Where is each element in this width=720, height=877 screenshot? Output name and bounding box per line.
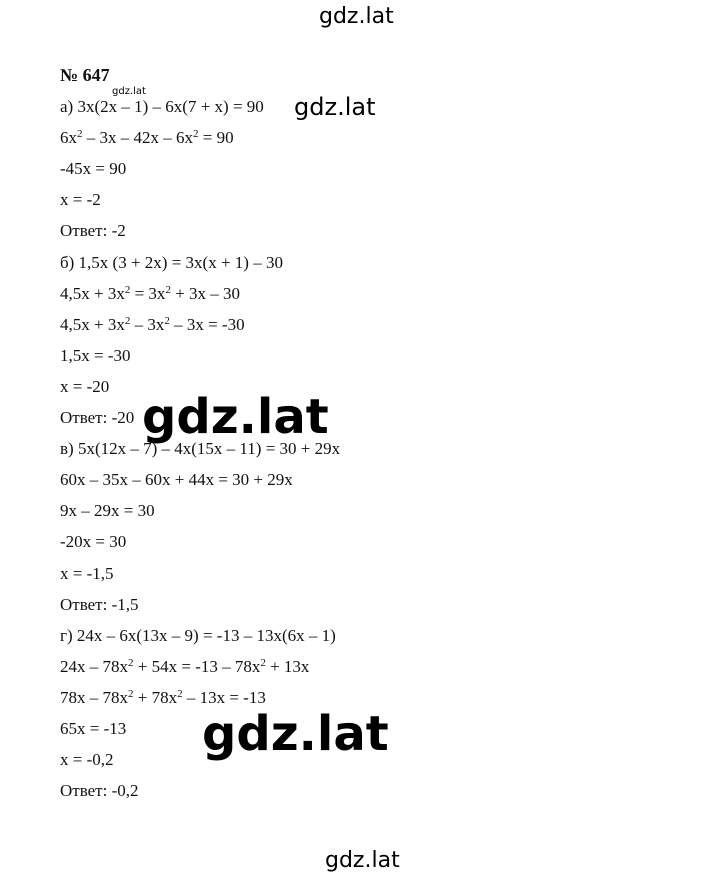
equation-text: 60x – 35x – 60x + 44x = 30 + 29x xyxy=(60,470,293,490)
equation-text: x = -2 xyxy=(60,190,101,210)
equation-text: – 13x = -13 xyxy=(182,687,266,707)
exponent: 2 xyxy=(77,128,83,141)
solution-line xyxy=(60,378,109,395)
equation-text: 4,5x + 3x xyxy=(60,283,125,303)
equation-text: Ответ: -0,2 xyxy=(60,781,139,801)
watermark-big-lower: gdz.lat xyxy=(202,706,389,762)
watermark-big-middle: gdz.lat xyxy=(142,389,329,445)
exponent: 2 xyxy=(260,656,266,669)
solution-line xyxy=(60,160,126,177)
solution-line xyxy=(60,689,266,706)
equation-text: -20x = 30 xyxy=(60,532,127,552)
equation-text: 65x = -13 xyxy=(60,719,127,738)
equation-text: 24x – 78x xyxy=(60,656,128,676)
equation-text: г) 24x – 6x(13x – 9) = -13 – 13x(6x – 1) xyxy=(60,625,336,645)
solution-line xyxy=(60,316,245,333)
equation-text: Ответ: -1,5 xyxy=(60,594,139,614)
solution-line xyxy=(60,222,126,239)
exponent: 2 xyxy=(124,314,131,327)
equation-text: x = -0,2 xyxy=(60,750,114,770)
solution-line xyxy=(60,254,283,271)
watermark-top: gdz.lat xyxy=(319,4,394,29)
equation-text: x = -1,5 xyxy=(60,563,114,583)
solution-line xyxy=(60,782,139,799)
solution-line xyxy=(60,98,264,115)
exponent: 2 xyxy=(165,283,171,296)
equation-text: 9x – 29x = 30 xyxy=(60,501,155,521)
solution-line xyxy=(60,471,293,488)
solution-line xyxy=(60,658,309,675)
equation-text: Ответ: -20 xyxy=(60,408,135,427)
solution-line xyxy=(60,347,131,364)
equation-text: 78x – 78x xyxy=(60,687,128,707)
watermark-tiny: gdz.lat xyxy=(112,86,146,97)
exponent: 2 xyxy=(128,687,134,700)
equation-text: – 3x – 42x – 6x xyxy=(82,128,193,148)
equation-text: Ответ: -2 xyxy=(60,221,126,241)
exponent: 2 xyxy=(124,283,131,296)
equation-text: -45x = 90 xyxy=(60,159,127,179)
solution-line xyxy=(60,129,234,146)
equation-text: = 3x xyxy=(130,283,166,303)
equation-text: + 13x xyxy=(265,656,310,676)
solution-line xyxy=(60,533,126,550)
watermark-bottom: gdz.lat xyxy=(325,848,400,873)
solution-line xyxy=(60,751,114,768)
equation-text: 4,5x + 3x xyxy=(60,314,125,334)
solution-line xyxy=(60,409,134,426)
exponent: 2 xyxy=(164,314,170,327)
equation-text: б) 1,5x (3 + 2x) = 3x(x + 1) – 30 xyxy=(60,252,283,272)
equation-text: + 3x – 30 xyxy=(170,283,241,303)
solution-line xyxy=(60,285,240,302)
equation-text: – 3x = -30 xyxy=(169,314,245,334)
equation-text: x = -20 xyxy=(60,376,110,396)
equation-text: 1,5x = -30 xyxy=(60,345,131,365)
solution-line xyxy=(60,596,139,613)
exponent: 2 xyxy=(177,687,183,700)
watermark-inline: gdz.lat xyxy=(294,93,376,121)
solution-line xyxy=(60,720,126,737)
equation-text: + 54x = -13 – 78x xyxy=(133,656,261,676)
equation-text: = 90 xyxy=(198,128,234,148)
equation-text: 6x xyxy=(60,128,77,148)
solution-line xyxy=(60,191,101,208)
problem-number: № 647 xyxy=(60,65,110,85)
solution-line xyxy=(60,565,114,582)
solution-line xyxy=(60,502,155,519)
equation-text: в) 5x(12x – 7) – 4x(15x – 11) = 30 + 29x xyxy=(60,439,341,459)
exponent: 2 xyxy=(193,128,199,141)
equation-text: + 78x xyxy=(133,687,178,707)
solution-line xyxy=(60,627,336,644)
equation-text: – 3x xyxy=(130,314,165,334)
equation-text: а) 3x(2x – 1) – 6x(7 + x) = 90 xyxy=(60,97,264,116)
exponent: 2 xyxy=(128,656,134,669)
